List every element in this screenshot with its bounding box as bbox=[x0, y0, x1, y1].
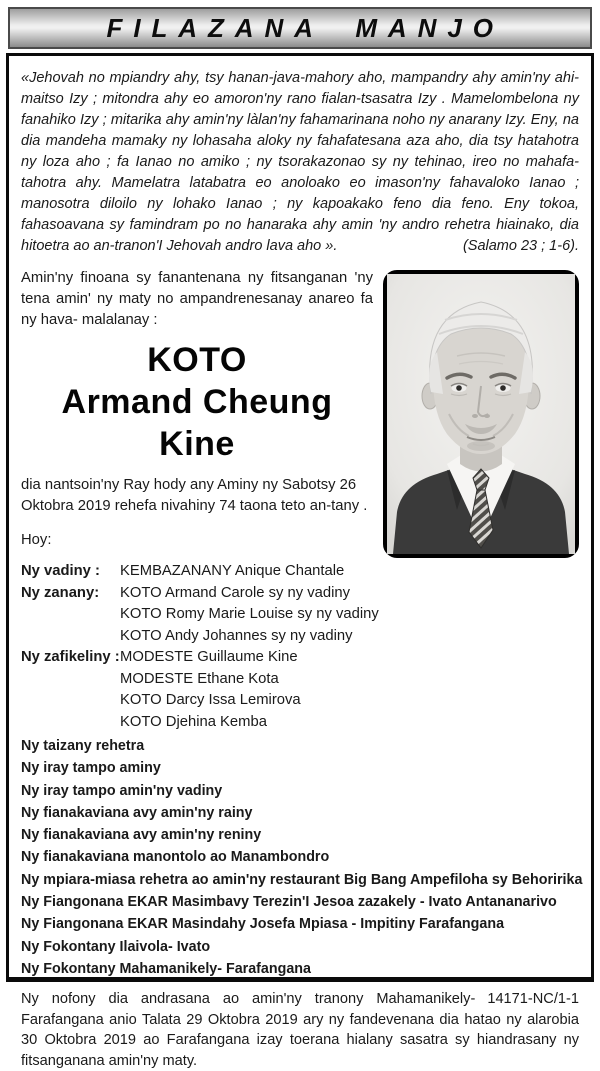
notice-frame bbox=[6, 53, 594, 1069]
psalm-quote-text: «Jehovah no mpiandry ahy, tsy hanan-java-mahory aho, mampandry ahy amin'ny ahi-maitso Izy ; mitondra ahy eo amoron'ny rano fialan-tsasatra Izy . Mamelombelona ny fanahiko Izy ; mitarika ahy amin'ny làlan'ny fahamarinana noho ny anarany Izy. Eny, na dia mandeha mamaky ny lohasaha aloky ny fahafatesana aza aho, dia tsy hatahotra ny loza aho ; fa Ianao no amiko ; ny tsorakazonao sy ny tehinao, ireo no mahafa-tahotra ahy. Mamelatra latabatra eo anoloako eo imason'ny fahavaloko Ianao ; manosotra diloilo ny lohako Ianao ; ny kapoakako feno dia feno. Eny tokoa, fahasoavana sy famindram po no hanaraka ahy amin 'ny andro rehetra hiainako, dia hitoetra ao an-tranon'I Jehovah andro lava aho ». bbox=[21, 70, 579, 254]
psalm-citation: (Salamo 23 ; 1-6). bbox=[462, 238, 579, 254]
family-row bbox=[21, 669, 579, 691]
family-member-name: KEMBAZANANY Anique Chantale bbox=[120, 563, 345, 579]
funeral-details-paragraph bbox=[21, 989, 579, 1071]
family-member-name: MODESTE Ethane Kota bbox=[120, 670, 279, 687]
family-member-name: KOTO Darcy Issa Lemirova bbox=[120, 692, 301, 708]
family-role-label bbox=[21, 669, 120, 691]
family-role-label: Ny zafikeliny : bbox=[21, 649, 120, 665]
deceased-surname: KOTO bbox=[147, 341, 247, 379]
mourner-line: Ny fianakaviana avy amin'ny rainy bbox=[21, 804, 253, 821]
family-role-label bbox=[21, 690, 120, 712]
family-role-label bbox=[21, 626, 120, 648]
family-member-name: KOTO Djehina Kemba bbox=[120, 713, 267, 730]
masthead-title: FILAZANA MANJO bbox=[106, 12, 504, 43]
family-member-name: KOTO Armand Carole sy ny vadiny bbox=[120, 584, 350, 601]
notice-reference-number: 14171-NC/1-1 bbox=[487, 991, 579, 1008]
psalm-quote bbox=[21, 68, 579, 257]
funeral-details-text: Ny nofony dia andrasana ao amin'ny tranony Mahamanikely-Farafangana anio Talata 29 Oktobra 2019 ary ny fandevenana dia hatao ny alarobia 30 Oktobra 2019 ao Farafangana izay toerana hialany sasatra sy hiandrasany ny fitsanganana amin'ny maty. bbox=[21, 991, 579, 1069]
family-row bbox=[21, 690, 579, 712]
family-row bbox=[21, 626, 579, 648]
family-member-name: MODESTE Guillaume Kine bbox=[120, 649, 298, 665]
family-list bbox=[21, 561, 579, 733]
death-notice-line: dia nantsoin'ny Ray hody any Aminy ny Sabotsy 26 Oktobra 2019 rehefa nivahiny 74 taona teto an-tany . bbox=[21, 477, 368, 514]
mourners-list bbox=[21, 735, 583, 980]
family-member-name: KOTO Romy Marie Louise sy ny vadiny bbox=[120, 606, 379, 622]
mourner-line: Ny iray tampo amin'ny vadiny bbox=[21, 782, 223, 799]
mourner-line: Ny mpiara-miasa rehetra ao amin'ny restaurant Big Bang Ampefiloha sy Behoririka bbox=[21, 871, 583, 888]
family-role-label bbox=[21, 712, 120, 734]
portrait-illustration bbox=[387, 274, 575, 554]
mourner-line: Ny iray tampo aminy bbox=[21, 760, 161, 777]
mourner-line: Ny taizany rehetra bbox=[21, 738, 145, 754]
deceased-given-names: Armand Cheung Kine bbox=[61, 383, 333, 463]
family-row bbox=[21, 561, 373, 583]
family-row bbox=[21, 583, 579, 605]
mourner-line: Ny Fiangonana EKAR Masindahy Josefa Mpiasa - Impitiny Farafangana bbox=[21, 916, 505, 933]
hoy-label: Hoy: bbox=[21, 532, 52, 548]
mourner-line: Ny Fokontany Mahamanikely- Farafangana bbox=[21, 960, 311, 977]
mourner-line: Ny Fokontany Ilaivola- Ivato bbox=[21, 938, 211, 955]
mourner-line: Ny fianakaviana avy amin'ny reniny bbox=[21, 827, 262, 844]
family-row bbox=[21, 604, 579, 626]
announcement-intro: Amin'ny finoana sy fanantenana ny fitsanganan 'ny tena amin' ny maty no ampandrenesanay anareo fa ny hava- malalanay : bbox=[21, 270, 373, 328]
family-row bbox=[21, 712, 579, 734]
family-role-label bbox=[21, 604, 120, 626]
deceased-portrait-photo bbox=[383, 270, 579, 558]
family-member-name: KOTO Andy Johannes sy ny vadiny bbox=[120, 627, 353, 644]
mourner-line: Ny Fiangonana EKAR Masimbavy Terezin'I Jesoa zazakely - Ivato Antananarivo bbox=[21, 894, 557, 911]
masthead-banner bbox=[8, 7, 592, 49]
mourner-line: Ny fianakaviana manontolo ao Manambondro bbox=[21, 849, 330, 866]
family-row bbox=[21, 647, 579, 669]
family-role-label: Ny vadiny : bbox=[21, 563, 100, 579]
family-role-label: Ny zanany: bbox=[21, 584, 100, 601]
